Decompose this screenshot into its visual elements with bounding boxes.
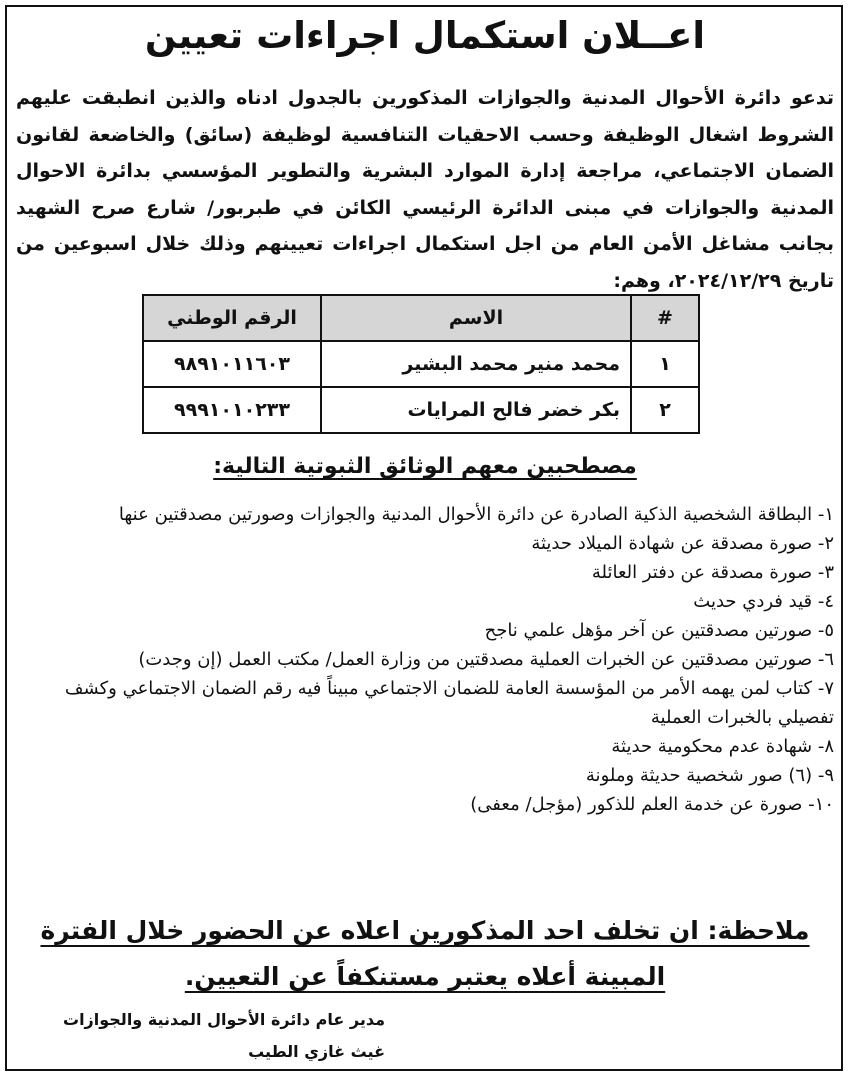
documents-heading: مصطحبين معهم الوثائق الثبوتية التالية: (213, 454, 637, 479)
table-row (143, 387, 699, 433)
signature-position: مدير عام دائرة الأحوال المدنية والجوازات (62, 1010, 385, 1029)
announcement-intro: تدعو دائرة الأحوال المدنية والجوازات المذكورين بالجدول ادناه والذين انطبقت عليهم الشروط اشغال الوظيفة وحسب الاحقيات التنافسية لوظيفة (سائق) والخاضعة لقانون الضمان الاجتماعي، مراجعة إدارة الموارد البشرية والتطوير المؤسسي بدائرة الاحوال المدنية والجوازات في مبنى الدائرة الرئيسي الكائن في طبربور/ شارع صرح الشهيد بجانب مشاغل الأمن العام من اجل استكمال اجراءات تعيينهم وذلك خلال اسبوعين من تاريخ ٢٠٢٤/١٢/٢٩، وهم: (16, 87, 834, 292)
table-row (143, 341, 699, 387)
signature-name: غيث غازي الطيب (248, 1042, 385, 1061)
header-index: # (631, 295, 699, 341)
appointees-table (142, 294, 700, 434)
row-name: بكر خضر فالح المرايات (321, 387, 631, 433)
signature-block (63, 1004, 385, 1068)
row-name: محمد منير محمد البشير (321, 341, 631, 387)
documents-list (16, 500, 834, 819)
list-item: ٩- (٦) صور شخصية حديثة وملونة (585, 765, 834, 786)
list-item: ٦- صورتين مصدقتين عن الخبرات العملية مصدقتين من وزارة العمل/ مكتب العمل (إن وجدت) (138, 649, 834, 670)
table-header-row (143, 295, 699, 341)
note-warning: ملاحظة: ان تخلف احد المذكورين اعلاه عن الحضور خلال الفترة المبينة أعلاه يعتبر مستنكفاً عن التعيين. (40, 916, 810, 991)
row-index: ٢ (631, 387, 699, 433)
list-item: ٢- صورة مصدقة عن شهادة الميلاد حديثة (531, 533, 834, 554)
list-item: ١٠- صورة عن خدمة العلم للذكور (مؤجل/ معفى) (470, 794, 834, 815)
list-item: ٤- قيد فردي حديث (693, 591, 834, 612)
list-item: ٧- كتاب لمن يهمه الأمر من المؤسسة العامة للضمان الاجتماعي مبيناً فيه رقم الضمان الاجتماعي وكشف تفصيلي بالخبرات العملية (64, 678, 834, 728)
row-national-id: ٩٩٩١٠١٠٢٣٣ (143, 387, 321, 433)
header-name: الاسم (321, 295, 631, 341)
list-item: ٥- صورتين مصدقتين عن آخر مؤهل علمي ناجح (484, 620, 834, 641)
announcement-title: اعــلان استكمال اجراءات تعيين (144, 14, 706, 57)
list-item: ١- البطاقة الشخصية الذكية الصادرة عن دائرة الأحوال المدنية والجوازات وصورتين مصدقتين عنها (118, 504, 834, 525)
row-index: ١ (631, 341, 699, 387)
header-national-id: الرقم الوطني (143, 295, 321, 341)
list-item: ٨- شهادة عدم محكومية حديثة (611, 736, 834, 757)
list-item: ٣- صورة مصدقة عن دفتر العائلة (591, 562, 834, 583)
row-national-id: ٩٨٩١٠١١٦٠٣ (143, 341, 321, 387)
